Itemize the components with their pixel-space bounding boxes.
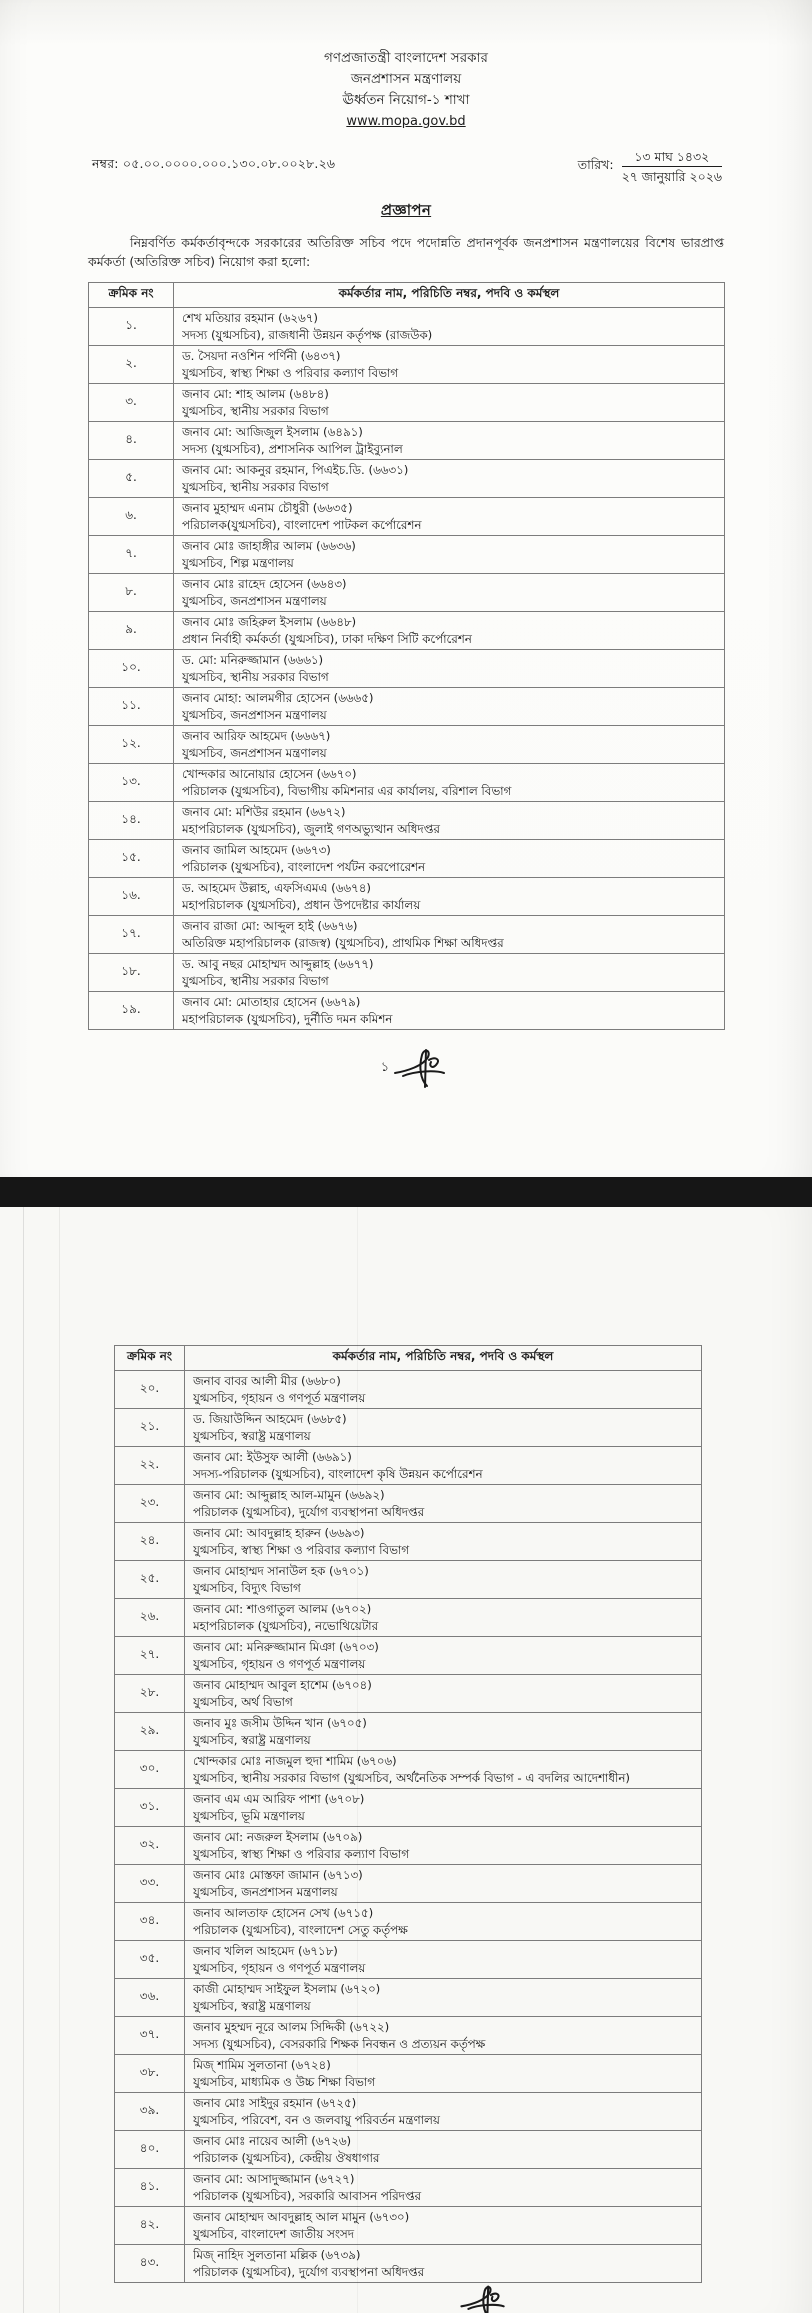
signature-mark-icon [391, 1046, 449, 1090]
official-designation: যুগ্মসচিব, স্থানীয় সরকার বিভাগ [182, 669, 329, 684]
signature-mark-icon [458, 2283, 508, 2313]
official-details [174, 726, 725, 764]
official-details [185, 1599, 702, 1637]
official-name: কাজী মোহাম্মদ সাইফুল ইসলাম (৬৭২০) [193, 1982, 381, 1996]
official-designation: সদস্য (যুগ্মসচিব), প্রশাসনিক আপিল ট্রাইব্যুনাল [182, 441, 403, 456]
table-row [115, 2017, 702, 2055]
official-name: ড. আবু নছর মোহাম্মদ আব্দুল্লাহ (৬৬৭৭) [182, 957, 374, 971]
date-stack [622, 148, 722, 185]
official-designation: যুগ্মসচিব, পরিবেশ, বন ও জলবায়ু পরিবর্তন মন্ত্রণালয় [193, 2112, 440, 2127]
official-details [185, 1523, 702, 1561]
official-details [174, 650, 725, 688]
table-row [115, 1447, 702, 1485]
serial-number: ১৭. [89, 916, 174, 954]
table-row [89, 764, 725, 802]
serial-number: ৪২. [115, 2207, 185, 2245]
table-row [115, 2207, 702, 2245]
scan-fold-line [59, 1207, 60, 2313]
official-name: মিজ্ নাহিদ সুলতানা মল্লিক (৬৭৩৯) [193, 2248, 361, 2262]
serial-number: ১৬. [89, 878, 174, 916]
official-designation: মহাপরিচালক (যুগ্মসচিব), দুর্নীতি দমন কমিশন [182, 1011, 393, 1026]
table-row [89, 498, 725, 536]
table-row [89, 536, 725, 574]
official-details [174, 460, 725, 498]
table-row [89, 384, 725, 422]
serial-number: ২৭. [115, 1637, 185, 1675]
official-designation: যুগ্মসচিব, গৃহায়ন ও গণপূর্ত মন্ত্রণালয় [193, 1960, 366, 1975]
official-details [185, 1751, 702, 1789]
official-designation: যুগ্মসচিব, গৃহায়ন ও গণপূর্ত মন্ত্রণালয় [193, 1390, 366, 1405]
official-name: জনাব মো: আসাদুজ্জামান (৬৭২৭) [193, 2172, 355, 2186]
official-name: জনাব মোঃ সাইদুর রহমান (৬৭২৫) [193, 2096, 357, 2110]
official-designation: মহাপরিচালক (যুগ্মসচিব), প্রধান উপদেষ্টার কার্যালয় [182, 897, 421, 912]
official-name: জনাব মোহাম্মদ সানাউল হক (৬৭০১) [193, 1564, 369, 1578]
table-row [115, 2131, 702, 2169]
official-designation: পরিচালক (যুগ্মসচিব), দুর্যোগ ব্যবস্থাপনা অধিদপ্তর [193, 1504, 425, 1519]
serial-number: ৪০. [115, 2131, 185, 2169]
page-number: ১ [380, 1059, 390, 1075]
official-designation: পরিচালক (যুগ্মসচিব), কেন্দ্রীয় ঔষধাগার [193, 2150, 380, 2165]
table-row [115, 1523, 702, 1561]
official-details [185, 1865, 702, 1903]
official-details [174, 308, 725, 346]
official-name: মিজ্ শামিম সুলতানা (৬৭২৪) [193, 2058, 331, 2072]
official-name: ড. মো: মনিরুজ্জামান (৬৬৬১) [182, 653, 324, 667]
official-details [185, 2169, 702, 2207]
official-details [185, 1789, 702, 1827]
table-row [115, 2093, 702, 2131]
official-details [174, 954, 725, 992]
official-details [174, 802, 725, 840]
official-details [174, 536, 725, 574]
official-designation: যুগ্মসচিব, অর্থ বিভাগ [193, 1694, 293, 1709]
official-designation: মহাপরিচালক (যুগ্মসচিব), জুলাই গণঅভ্যুত্থান অধিদপ্তর [182, 821, 440, 836]
official-name: জনাব মো: আব্দুল্লাহ আল-মামুন (৬৬৯২) [193, 1488, 385, 1502]
memo-number [92, 148, 335, 176]
official-details [185, 2093, 702, 2131]
table-row [89, 878, 725, 916]
official-name: জনাব আরিফ আহমেদ (৬৬৬৭) [182, 729, 331, 743]
serial-number: ৮. [89, 574, 174, 612]
serial-number: ১. [89, 308, 174, 346]
serial-number: ২১. [115, 1409, 185, 1447]
date-gregorian: ২৭ জানুয়ারি ২০২৬ [621, 169, 722, 184]
table-row [89, 574, 725, 612]
table-row [115, 1751, 702, 1789]
official-designation: যুগ্মসচিব, মাধ্যমিক ও উচ্চ শিক্ষা বিভাগ [193, 2074, 375, 2089]
official-designation: সদস্য (যুগ্মসচিব), বেসরকারি শিক্ষক নিবন্ধন ও প্রত্যয়ন কর্তৃপক্ষ [193, 2036, 486, 2051]
serial-number: ৪. [89, 422, 174, 460]
official-name: জনাব খলিল আহমেদ (৬৭১৮) [193, 1944, 338, 1958]
scan-fold-line [23, 1207, 24, 2313]
table-row [115, 1485, 702, 1523]
table-row [115, 1561, 702, 1599]
official-name: শেখ মতিয়ার রহমান (৬২৬৭) [182, 311, 318, 325]
official-name: জনাব মুহাম্মদ এনাম চৌধুরী (৬৬৩৫) [182, 501, 353, 515]
official-name: জনাব মোঃ মোস্তফা জামান (৬৭১৩) [193, 1868, 363, 1882]
serial-number: ১৫. [89, 840, 174, 878]
table-row [115, 1637, 702, 1675]
official-designation: যুগ্মসচিব, জনপ্রশাসন মন্ত্রণালয় [193, 1884, 338, 1899]
official-name: জনাব মোঃ জহিরুল ইসলাম (৬৬৪৮) [182, 615, 357, 629]
official-designation: যুগ্মসচিব, স্থানীয় সরকার বিভাগ [182, 973, 329, 988]
serial-number: ৩৪. [115, 1903, 185, 1941]
serial-number: ৫. [89, 460, 174, 498]
serial-number: ৩১. [115, 1789, 185, 1827]
table-row [89, 802, 725, 840]
serial-number: ২৮. [115, 1675, 185, 1713]
official-details [185, 2131, 702, 2169]
serial-number: ২৫. [115, 1561, 185, 1599]
official-name: জনাব মুহম্মদ নূরে আলম সিদ্দিকী (৬৭২২) [193, 2020, 390, 2034]
table-row [89, 726, 725, 764]
table-header-row [89, 283, 725, 308]
officials-table-page1 [88, 282, 725, 1030]
serial-number: ৩৯. [115, 2093, 185, 2131]
official-name: ড. আহমেদ উল্লাহ, এফসিএমএ (৬৬৭৪) [182, 881, 371, 895]
government-name: গণপ্রজাতন্ত্রী বাংলাদেশ সরকার [324, 50, 488, 66]
official-designation: পরিচালক (যুগ্মসচিব), বিভাগীয় কমিশনার এর কার্যালয়, বরিশাল বিভাগ [182, 783, 512, 798]
official-details [174, 764, 725, 802]
official-name: জনাব মোঃ জাহাঙ্গীর আলম (৬৬৩৬) [182, 539, 356, 553]
official-name: জনাব মো: আজিজুল ইসলাম (৬৪৯১) [182, 425, 363, 439]
official-name: জনাব মোহাম্মদ আবুল হাশেম (৬৭০৪) [193, 1678, 372, 1692]
official-designation: যুগ্মসচিব, স্বাস্থ্য শিক্ষা ও পরিবার কল্যাণ বিভাগ [182, 365, 399, 380]
table-row [89, 840, 725, 878]
serial-number: ২০. [115, 1371, 185, 1409]
official-name: জনাব আলতাফ হোসেন সেখ (৬৭১৫) [193, 1906, 374, 1920]
official-details [185, 1371, 702, 1409]
official-designation: সদস্য-পরিচালক (যুগ্মসচিব), বাংলাদেশ কৃষি উন্নয়ন কর্পোরেশন [193, 1466, 483, 1481]
official-designation: পরিচালক (যুগ্মসচিব), দুর্যোগ ব্যবস্থাপনা অধিদপ্তর [193, 2264, 425, 2279]
official-name: জনাব জামিল আহমেদ (৬৬৭৩) [182, 843, 331, 857]
official-designation: যুগ্মসচিব, জনপ্রশাসন মন্ত্রণালয় [182, 745, 327, 760]
notification-title: প্রজ্ঞাপন [380, 201, 432, 219]
official-designation: পরিচালক(যুগ্মসচিব), বাংলাদেশ পাটকল কর্পোরেশন [182, 517, 422, 532]
serial-number: ১২. [89, 726, 174, 764]
serial-number: ১১. [89, 688, 174, 726]
serial-number: ৩৬. [115, 1979, 185, 2017]
official-designation: যুগ্মসচিব, স্বরাষ্ট্র মন্ত্রণালয় [193, 1428, 311, 1443]
official-name: জনাব মোহাম্মদ আবদুল্লাহ আল মামুন (৬৭৩০) [193, 2210, 410, 2224]
table-row [115, 1409, 702, 1447]
table-row [115, 1903, 702, 1941]
memo-number-label: নম্বর: [92, 156, 119, 171]
table-row [89, 308, 725, 346]
notification-body: নিম্নবর্ণিত কর্মকর্তাবৃন্দকে সরকারের অতিরিক্ত সচিব পদে পদোন্নতি প্রদানপূর্বক জনপ্রশাসন মন্ত্রণালয়ের বিশেষ ভারপ্রাপ্ত কর্মকর্তা (অতিরিক্ত সচিব) নিয়োগ করা হলো: [88, 235, 724, 269]
official-name: জনাব মো: নজরুল ইসলাম (৬৭০৯) [193, 1830, 363, 1844]
official-details [185, 2207, 702, 2245]
official-name: জনাব মুঃ জসীম উদ্দিন খান (৬৭০৫) [193, 1716, 367, 1730]
table-row [89, 422, 725, 460]
table-header-row [115, 1346, 702, 1371]
table-row [115, 1371, 702, 1409]
official-details [174, 992, 725, 1030]
branch-name: ঊর্ধ্বতন নিয়োগ-১ শাখা [342, 92, 470, 108]
date-label: তারিখ: [577, 156, 614, 172]
official-details [174, 498, 725, 536]
table-row [89, 612, 725, 650]
official-designation: সদস্য (যুগ্মসচিব), রাজধানী উন্নয়ন কর্তৃপক্ষ (রাজউক) [182, 327, 433, 342]
official-name: খোন্দকার মোঃ নাজমুল হুদা শামিম (৬৭০৬) [193, 1754, 397, 1768]
official-designation: পরিচালক (যুগ্মসচিব), সরকারি আবাসন পরিদপ্তর [193, 2188, 422, 2203]
table-row [115, 1789, 702, 1827]
official-name: জনাব এম এম আরিফ পাশা (৬৭০৮) [193, 1792, 365, 1806]
official-designation: যুগ্মসচিব, বাংলাদেশ জাতীয় সংসদ [193, 2226, 354, 2241]
serial-number: ১৮. [89, 954, 174, 992]
serial-number: ২৩. [115, 1485, 185, 1523]
column-details-header: কর্মকর্তার নাম, পরিচিতি নম্বর, পদবি ও কর্মস্থল [185, 1346, 702, 1371]
serial-number: ৩২. [115, 1827, 185, 1865]
official-details [174, 346, 725, 384]
official-name: জনাব মো: শাওগাতুল আলম (৬৭০২) [193, 1602, 372, 1616]
page-footer [0, 1046, 812, 1090]
page-2 [0, 1207, 812, 2313]
official-designation: যুগ্মসচিব, শিল্প মন্ত্রণালয় [182, 555, 294, 570]
official-details [185, 1979, 702, 2017]
serial-number: ৬. [89, 498, 174, 536]
official-details [185, 2017, 702, 2055]
official-details [174, 612, 725, 650]
table-row [89, 992, 725, 1030]
serial-number: ২৯. [115, 1713, 185, 1751]
official-details [185, 1561, 702, 1599]
official-designation: যুগ্মসচিব, জনপ্রশাসন মন্ত্রণালয় [182, 593, 327, 608]
official-name: জনাব বাবর আলী মীর (৬৬৮০) [193, 1374, 341, 1388]
official-designation: প্রধান নির্বাহী কর্মকর্তা (যুগ্মসচিব), ঢাকা দক্ষিণ সিটি কর্পোরেশন [182, 631, 472, 646]
page-break-band [0, 1177, 812, 1207]
table-row [115, 1713, 702, 1751]
official-designation: যুগ্মসচিব, গৃহায়ন ও গণপূর্ত মন্ত্রণালয় [193, 1656, 366, 1671]
official-details [185, 1485, 702, 1523]
official-designation: পরিচালক (যুগ্মসচিব), বাংলাদেশ সেতু কর্তৃপক্ষ [193, 1922, 408, 1937]
official-details [174, 840, 725, 878]
table-row [115, 2245, 702, 2283]
table-row [115, 1979, 702, 2017]
serial-number: ২২. [115, 1447, 185, 1485]
table-row [89, 650, 725, 688]
official-designation: অতিরিক্ত মহাপরিচালক (রাজস্ব) (যুগ্মসচিব), প্রাথমিক শিক্ষা অধিদপ্তর [182, 935, 504, 950]
column-details-header: কর্মকর্তার নাম, পরিচিতি নম্বর, পদবি ও কর্মস্থল [174, 283, 725, 308]
table-row [115, 2055, 702, 2093]
table-row [115, 1827, 702, 1865]
date-block [578, 148, 722, 185]
column-serial-header: ক্রমিক নং [115, 1346, 185, 1371]
official-designation: যুগ্মসচিব, স্বরাষ্ট্র মন্ত্রণালয় [193, 1732, 311, 1747]
official-designation: যুগ্মসচিব, জনপ্রশাসন মন্ত্রণালয় [182, 707, 327, 722]
table-row [115, 1941, 702, 1979]
serial-number: ২৬. [115, 1599, 185, 1637]
official-designation: পরিচালক (যুগ্মসচিব), বাংলাদেশ পর্যটন করপোরেশন [182, 859, 425, 874]
official-designation: যুগ্মসচিব, স্থানীয় সরকার বিভাগ [182, 479, 329, 494]
official-name: জনাব মো: আবদুল্লাহ হারুন (৬৬৯৩) [193, 1526, 365, 1540]
serial-number: ৩৭. [115, 2017, 185, 2055]
table-row [115, 1865, 702, 1903]
official-details [185, 1827, 702, 1865]
table-row [115, 2169, 702, 2207]
official-designation: যুগ্মসচিব, স্থানীয় সরকার বিভাগ [182, 403, 329, 418]
serial-number: ৩. [89, 384, 174, 422]
official-name: ড. জিয়াউদ্দিন আহমেদ (৬৬৮৫) [193, 1412, 347, 1426]
serial-number: ১০. [89, 650, 174, 688]
official-designation: যুগ্মসচিব, বিদ্যুৎ বিভাগ [193, 1580, 301, 1595]
table-row [115, 1599, 702, 1637]
serial-number: ৯. [89, 612, 174, 650]
official-name: ড. সৈয়দা নওশিন পর্ণিনী (৬৪৩৭) [182, 349, 341, 363]
official-name: জনাব মোঃ রাহেদ হোসেন (৬৬৪৩) [182, 577, 347, 591]
serial-number: ৩৮. [115, 2055, 185, 2093]
document-header [0, 0, 812, 132]
serial-number: ৩০. [115, 1751, 185, 1789]
official-details [185, 2245, 702, 2283]
official-details [174, 384, 725, 422]
official-name: জনাব মো: মনিরুজ্জামান মিঞা (৬৭০৩) [193, 1640, 379, 1654]
table-row [89, 688, 725, 726]
website-url: www.mopa.gov.bd [346, 114, 466, 129]
official-details [185, 1903, 702, 1941]
official-details [185, 1941, 702, 1979]
official-details [174, 574, 725, 612]
serial-number: ২৪. [115, 1523, 185, 1561]
official-name: জনাব মো: আকনুর রহমান, পিএইচ.ডি. (৬৬৩১) [182, 463, 409, 477]
date-bangla: ১৩ মাঘ ১৪৩২ [622, 148, 722, 167]
official-details [185, 1675, 702, 1713]
official-name: খোন্দকার আনোয়ার হোসেন (৬৬৭০) [182, 767, 357, 781]
serial-number: ১৯. [89, 992, 174, 1030]
official-name: জনাব মো: ইউসুফ আলী (৬৬৯১) [193, 1450, 352, 1464]
column-serial-header: ক্রমিক নং [89, 283, 174, 308]
table-row [89, 460, 725, 498]
table-row [89, 346, 725, 384]
official-details [174, 878, 725, 916]
ministry-name: জনপ্রশাসন মন্ত্রণালয় [350, 71, 462, 87]
memo-number-value: ০৫.০০.০০০০.০০০.১৩০.০৮.০০২৮.২৬ [122, 156, 336, 171]
official-designation: যুগ্মসচিব, ভূমি মন্ত্রণালয় [193, 1808, 305, 1823]
official-designation: যুগ্মসচিব, স্থানীয় সরকার বিভাগ (যুগ্মসচিব, অর্থনৈতিক সম্পর্ক বিভাগ - এ বদলির আদেশাধীন) [193, 1770, 630, 1785]
serial-number: ৪৩. [115, 2245, 185, 2283]
official-details [185, 1637, 702, 1675]
table-row [115, 1675, 702, 1713]
official-details [174, 422, 725, 460]
official-designation: যুগ্মসচিব, স্বরাষ্ট্র মন্ত্রণালয় [193, 1998, 311, 2013]
official-name: জনাব রাজা মো: আব্দুল হাই (৬৬৭৬) [182, 919, 358, 933]
official-name: জনাব মো: মশিউর রহমান (৬৬৭২) [182, 805, 346, 819]
official-details [174, 916, 725, 954]
official-details [185, 2055, 702, 2093]
official-designation: মহাপরিচালক (যুগ্মসচিব), নভোথিয়েটার [193, 1618, 379, 1633]
official-details [174, 688, 725, 726]
official-details [185, 1409, 702, 1447]
serial-number: ৪১. [115, 2169, 185, 2207]
serial-number: ১৩. [89, 764, 174, 802]
serial-number: ৩৫. [115, 1941, 185, 1979]
serial-number: ৩৩. [115, 1865, 185, 1903]
serial-number: ৭. [89, 536, 174, 574]
serial-number: ১৪. [89, 802, 174, 840]
official-name: জনাব মোঃ নায়েব আলী (৬৭২৬) [193, 2134, 352, 2148]
official-details [185, 1447, 702, 1485]
official-name: জনাব মোহা: আলমগীর হোসেন (৬৬৬৫) [182, 691, 374, 705]
official-designation: যুগ্মসচিব, স্বাস্থ্য শিক্ষা ও পরিবার কল্যাণ বিভাগ [193, 1846, 410, 1861]
scan-fold-line [357, 1207, 358, 2313]
table-row [89, 916, 725, 954]
official-designation: যুগ্মসচিব, স্বাস্থ্য শিক্ষা ও পরিবার কল্যাণ বিভাগ [193, 1542, 410, 1557]
official-name: জনাব মো: শাহ আলম (৬৪৮৪) [182, 387, 329, 401]
table-row [89, 954, 725, 992]
officials-table-page2 [114, 1345, 702, 2283]
memo-and-date-row [92, 148, 722, 185]
official-details [185, 1713, 702, 1751]
official-name: জনাব মো: মোতাহার হোসেন (৬৬৭৯) [182, 995, 361, 1009]
serial-number: ২. [89, 346, 174, 384]
